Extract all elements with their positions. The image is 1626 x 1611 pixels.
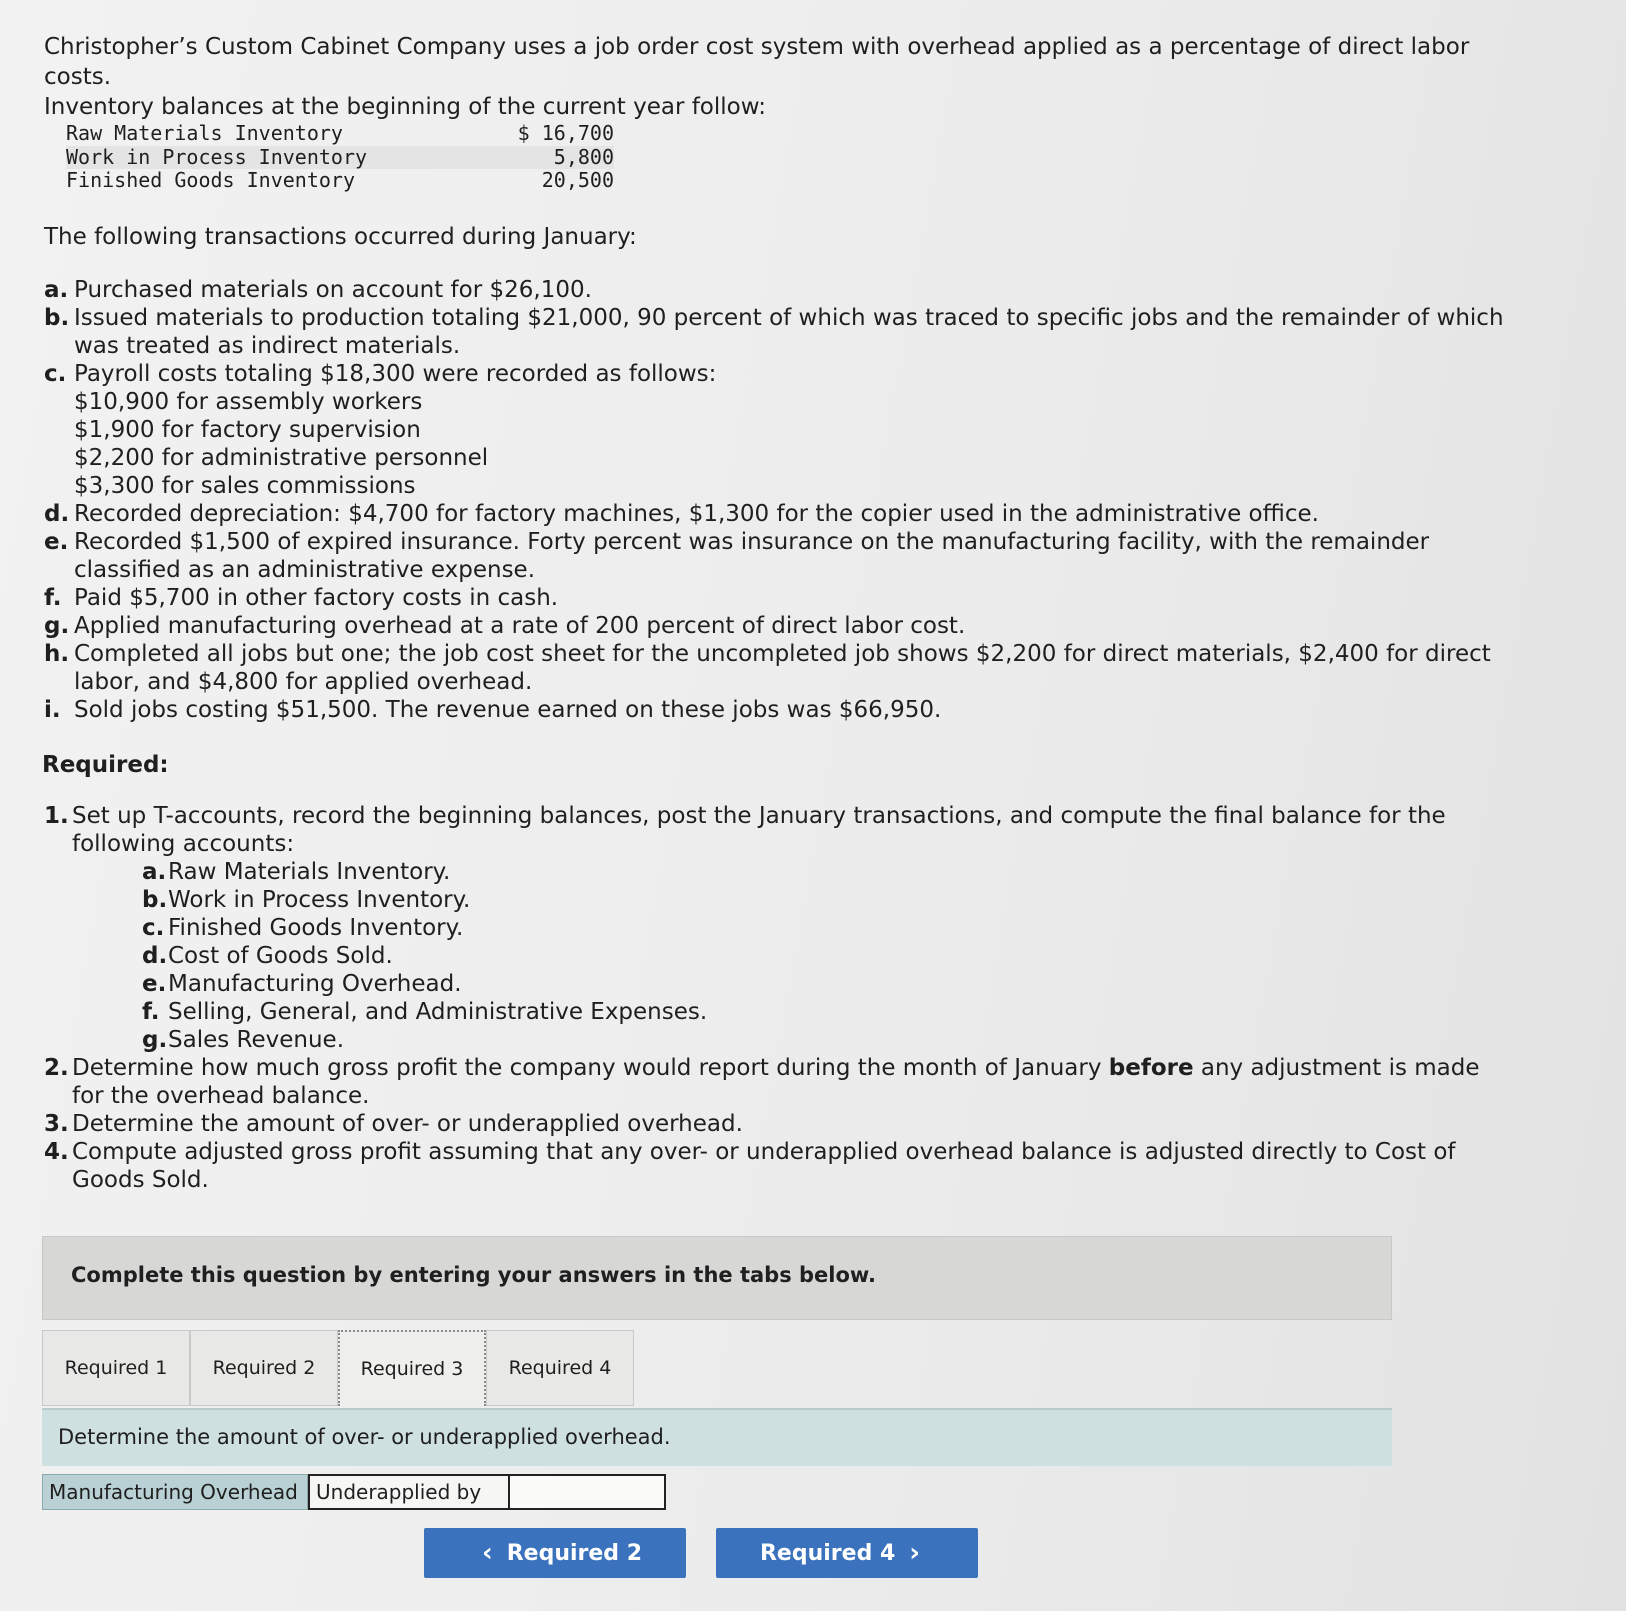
transactions-intro: The following transactions occurred during January: [44, 224, 637, 250]
tab-required-4[interactable]: Required 4 [486, 1330, 634, 1406]
next-required-4-button[interactable] [716, 1528, 978, 1578]
tab-required-3[interactable]: Required 3 [338, 1330, 486, 1406]
required-list [44, 802, 1504, 1194]
account-letter: b. [142, 887, 168, 913]
required-item-3 [44, 1110, 1504, 1138]
required-number: 4. [44, 1139, 69, 1165]
tab-required-1[interactable]: Required 1 [42, 1330, 190, 1406]
next-button-label: Required 4 [759, 1540, 896, 1566]
required-text-post: any adjustment is made for the overhead balance. [72, 1055, 1480, 1109]
account-item [142, 998, 1504, 1026]
required-text: Set up T-accounts, record the beginning balances, post the January transactions, and compute the final balance for the following accounts: [72, 803, 1446, 857]
payroll-line: $3,300 for sales commissions [74, 473, 416, 499]
inventory-row [66, 169, 614, 193]
inventory-amount: 5,800 [436, 146, 614, 170]
beginning-inventory-table [66, 122, 614, 193]
account-letter: e. [142, 971, 167, 997]
transaction-item [44, 276, 1504, 304]
transaction-item [44, 360, 1504, 500]
account-text: Manufacturing Overhead. [168, 971, 462, 997]
payroll-breakdown [74, 388, 1504, 500]
transaction-item [44, 500, 1504, 528]
account-item [142, 886, 1504, 914]
payroll-line: $2,200 for administrative personnel [74, 445, 489, 471]
inventory-amount: $ 16,700 [517, 121, 614, 145]
transaction-item [44, 612, 1504, 640]
required-text: Compute adjusted gross profit assuming that any over- or underapplied overhead balance is adjusted directly to Cost of Goods Sold. [72, 1139, 1456, 1193]
transaction-text: Applied manufacturing overhead at a rate of 200 percent of direct labor cost. [74, 613, 966, 639]
account-letter: a. [142, 859, 167, 885]
required-item-1 [44, 802, 1504, 1054]
transaction-text: Issued materials to production totaling $21,000, 90 percent of which was traced to specific jobs and the remainder of which was treated as indirect materials. [74, 305, 1504, 359]
transaction-letter: h. [44, 641, 70, 667]
intro-paragraph [44, 32, 1484, 122]
account-text: Selling, General, and Administrative Expenses. [168, 999, 708, 1025]
required-text-pre: Determine how much gross profit the company would report during the month of January [72, 1055, 1109, 1081]
transaction-text: Purchased materials on account for $26,100. [74, 277, 592, 303]
transaction-letter: c. [44, 361, 67, 387]
accounts-list [72, 858, 1504, 1054]
transaction-text: Sold jobs costing $51,500. The revenue earned on these jobs was $66,950. [74, 697, 942, 723]
underapplied-select[interactable]: Underapplied by [308, 1474, 508, 1510]
answer-row [42, 1474, 666, 1510]
required-text: Determine the amount of over- or underapplied overhead. [72, 1111, 743, 1137]
account-letter: c. [142, 915, 165, 941]
inventory-label: Raw Materials Inventory [66, 121, 343, 145]
transactions-list [44, 276, 1504, 724]
instruction-text: Determine the amount of over- or underapplied overhead. [58, 1425, 671, 1449]
required-number: 2. [44, 1055, 69, 1081]
account-item [142, 914, 1504, 942]
inventory-row [66, 146, 614, 170]
banner-text: Complete this question by entering your answers in the tabs below. [71, 1263, 876, 1287]
account-letter: f. [142, 999, 160, 1025]
transaction-text: Recorded $1,500 of expired insurance. Forty percent was insurance on the manufacturing facility, with the remainder classified as an administrative expense. [74, 529, 1430, 583]
transaction-letter: g. [44, 613, 70, 639]
overhead-amount-input[interactable] [510, 1476, 664, 1508]
transaction-letter: e. [44, 529, 69, 555]
payroll-line: $10,900 for assembly workers [74, 389, 423, 415]
prev-button-label: Required 2 [506, 1540, 643, 1566]
transaction-text: Paid $5,700 in other factory costs in cash. [74, 585, 559, 611]
account-item [142, 1026, 1504, 1054]
transaction-item [44, 304, 1504, 360]
manufacturing-overhead-label: Manufacturing Overhead [42, 1474, 308, 1510]
account-text: Raw Materials Inventory. [168, 859, 451, 885]
inventory-label: Work in Process Inventory [66, 146, 436, 170]
account-letter: g. [142, 1027, 168, 1053]
transaction-item [44, 696, 1504, 724]
transaction-letter: b. [44, 305, 70, 331]
inventory-amount: 20,500 [541, 168, 614, 192]
transaction-letter: d. [44, 501, 70, 527]
overhead-amount-cell [508, 1474, 666, 1510]
transaction-item [44, 640, 1504, 696]
prev-required-2-button[interactable] [424, 1528, 686, 1578]
transaction-text: Recorded depreciation: $4,700 for factory machines, $1,300 for the copier used in the administrative office. [74, 501, 1319, 527]
transaction-letter: f. [44, 585, 62, 611]
required-number: 1. [44, 803, 69, 829]
tab-required-2[interactable]: Required 2 [190, 1330, 338, 1406]
account-text: Sales Revenue. [168, 1027, 345, 1053]
intro-line-2: Inventory balances at the beginning of the current year follow: [44, 94, 767, 120]
transaction-letter: a. [44, 277, 69, 303]
chevron-right-icon: › [909, 1538, 921, 1568]
account-text: Cost of Goods Sold. [168, 943, 393, 969]
transaction-item [44, 528, 1504, 584]
inventory-label: Finished Goods Inventory [66, 168, 355, 192]
intro-line-1: Christopher’s Custom Cabinet Company uses a job order cost system with overhead applied as a percentage of direct labor costs. [44, 34, 1470, 90]
transaction-item [44, 584, 1504, 612]
required-tabs [42, 1330, 634, 1406]
account-item [142, 858, 1504, 886]
transaction-letter: i. [44, 697, 61, 723]
transaction-text: Completed all jobs but one; the job cost sheet for the uncompleted job shows $2,200 for direct materials, $2,400 for direct labor, and $4,800 for applied overhead. [74, 641, 1491, 695]
account-letter: d. [142, 943, 168, 969]
inventory-row [66, 122, 614, 146]
payroll-line: $1,900 for factory supervision [74, 417, 421, 443]
tabs-panel-banner [42, 1236, 1392, 1320]
required-number: 3. [44, 1111, 69, 1137]
required-text-bold: before [1108, 1055, 1194, 1081]
required-item-2 [44, 1054, 1504, 1110]
chevron-left-icon: ‹ [481, 1538, 493, 1568]
account-text: Work in Process Inventory. [168, 887, 471, 913]
account-text: Finished Goods Inventory. [168, 915, 464, 941]
transaction-text: Payroll costs totaling $18,300 were recorded as follows: [74, 361, 717, 387]
account-item [142, 970, 1504, 998]
required-item-4 [44, 1138, 1504, 1194]
tab-instruction [42, 1408, 1392, 1466]
account-item [142, 942, 1504, 970]
required-heading: Required: [42, 752, 169, 778]
